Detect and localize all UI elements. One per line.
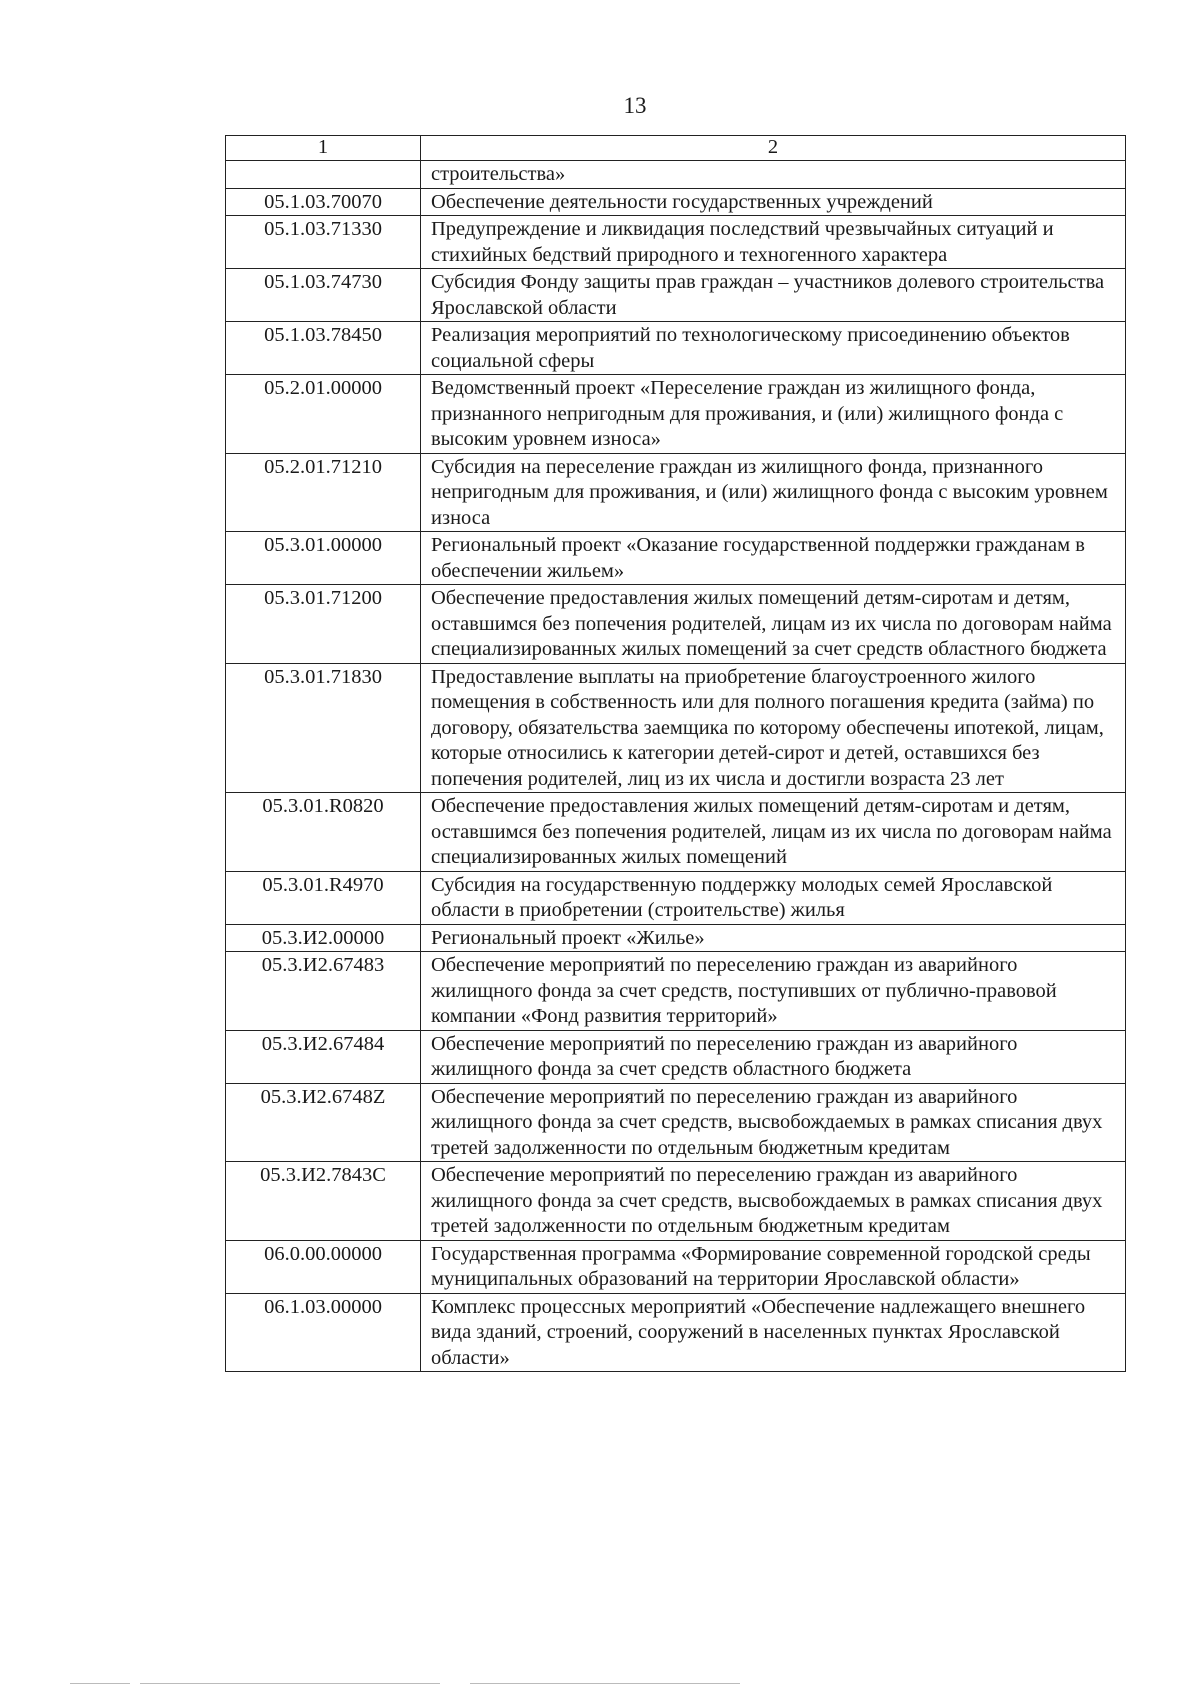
page-number: 13	[623, 93, 647, 118]
table-body	[226, 161, 1126, 1372]
table-row	[226, 793, 1126, 872]
row-code: 05.2.01.00000	[226, 375, 421, 454]
row-description: Обеспечение мероприятий по переселению граждан из аварийного жилищного фонда за счет средств, высвобождаемых в рамках списания двух третей задолженности по отдельным бюджетным кредитам	[421, 1083, 1126, 1162]
column-header-code: 1	[226, 136, 421, 161]
row-description: Комплекс процессных мероприятий «Обеспечение надлежащего внешнего вида зданий, строений, сооружений в населенных пунктах Ярославской области»	[421, 1293, 1126, 1372]
row-code: 06.1.03.00000	[226, 1293, 421, 1372]
row-code: 05.3.01.71830	[226, 663, 421, 793]
table-row	[226, 585, 1126, 664]
row-code: 05.3.01.00000	[226, 532, 421, 585]
table-row	[226, 924, 1126, 952]
row-description: Обеспечение мероприятий по переселению граждан из аварийного жилищного фонда за счет средств, поступивших от публично-правовой компании «Фонд развития территорий»	[421, 952, 1126, 1031]
row-code: 05.3.И2.67484	[226, 1030, 421, 1083]
row-code: 05.3.01.R4970	[226, 871, 421, 924]
row-description: Обеспечение мероприятий по переселению граждан из аварийного жилищного фонда за счет средств, высвобождаемых в рамках списания двух третей задолженности по отдельным бюджетным кредитам	[421, 1162, 1126, 1241]
table-row	[226, 375, 1126, 454]
table-row	[226, 161, 1126, 189]
row-description: Обеспечение предоставления жилых помещений детям-сиротам и детям, оставшимся без попечения родителей, лицам из их числа по договорам найма специализированных жилых помещений за счет средств областного бюджета	[421, 585, 1126, 664]
row-code: 05.1.03.74730	[226, 269, 421, 322]
table-row	[226, 663, 1126, 793]
table-row	[226, 1162, 1126, 1241]
row-code: 05.3.И2.6748Z	[226, 1083, 421, 1162]
row-description: Обеспечение предоставления жилых помещений детям-сиротам и детям, оставшимся без попечения родителей, лицам из их числа по договорам найма специализированных жилых помещений	[421, 793, 1126, 872]
row-code	[226, 161, 421, 189]
row-description: Реализация мероприятий по технологическому присоединению объектов социальной сферы	[421, 322, 1126, 375]
row-description: Обеспечение мероприятий по переселению граждан из аварийного жилищного фонда за счет средств областного бюджета	[421, 1030, 1126, 1083]
row-description: Региональный проект «Жилье»	[421, 924, 1126, 952]
row-code: 06.0.00.00000	[226, 1240, 421, 1293]
row-description: Региональный проект «Оказание государственной поддержки гражданам в обеспечении жильем»	[421, 532, 1126, 585]
budget-code-table-wrapper	[225, 135, 1125, 1372]
row-code: 05.3.01.R0820	[226, 793, 421, 872]
row-code: 05.3.01.71200	[226, 585, 421, 664]
row-description: Ведомственный проект «Переселение граждан из жилищного фонда, признанного непригодным для проживания, и (или) жилищного фонда с высоким уровнем износа»	[421, 375, 1126, 454]
scan-artifact-line	[70, 1683, 130, 1684]
row-code: 05.3.И2.7843С	[226, 1162, 421, 1241]
table-row	[226, 269, 1126, 322]
row-code: 05.3.И2.67483	[226, 952, 421, 1031]
row-code: 05.3.И2.00000	[226, 924, 421, 952]
row-code: 05.1.03.78450	[226, 322, 421, 375]
row-description: Субсидия на переселение граждан из жилищного фонда, признанного непригодным для проживания, и (или) жилищного фонда с высоким уровнем износа	[421, 453, 1126, 532]
scan-artifact-line	[470, 1683, 740, 1684]
budget-code-table	[225, 135, 1126, 1372]
table-row	[226, 1030, 1126, 1083]
table-row	[226, 952, 1126, 1031]
table-row	[226, 453, 1126, 532]
row-description: строительства»	[421, 161, 1126, 189]
table-row	[226, 188, 1126, 216]
row-description: Субсидия Фонду защиты прав граждан – участников долевого строительства Ярославской области	[421, 269, 1126, 322]
table-row	[226, 216, 1126, 269]
row-description: Предоставление выплаты на приобретение благоустроенного жилого помещения в собственность или для полного погашения кредита (займа) по договору, обязательства заемщика по которому обеспечены ипотекой, лицам, которые относились к категории детей-сирот и детей, оставшихся без попечения родителей, лиц из их числа и достигли возраста 23 лет	[421, 663, 1126, 793]
table-row	[226, 871, 1126, 924]
row-description: Субсидия на государственную поддержку молодых семей Ярославской области в приобретении (строительстве) жилья	[421, 871, 1126, 924]
row-description: Государственная программа «Формирование современной городской среды муниципальных образований на территории Ярославской области»	[421, 1240, 1126, 1293]
row-code: 05.1.03.70070	[226, 188, 421, 216]
table-header-row	[226, 136, 1126, 161]
row-code: 05.2.01.71210	[226, 453, 421, 532]
column-header-description: 2	[421, 136, 1126, 161]
table-row	[226, 1240, 1126, 1293]
row-description: Предупреждение и ликвидация последствий чрезвычайных ситуаций и стихийных бедствий природного и техногенного характера	[421, 216, 1126, 269]
table-row	[226, 1083, 1126, 1162]
scan-artifact-line	[140, 1683, 440, 1684]
table-row	[226, 322, 1126, 375]
row-code: 05.1.03.71330	[226, 216, 421, 269]
table-row	[226, 1293, 1126, 1372]
table-row	[226, 532, 1126, 585]
row-description: Обеспечение деятельности государственных учреждений	[421, 188, 1126, 216]
